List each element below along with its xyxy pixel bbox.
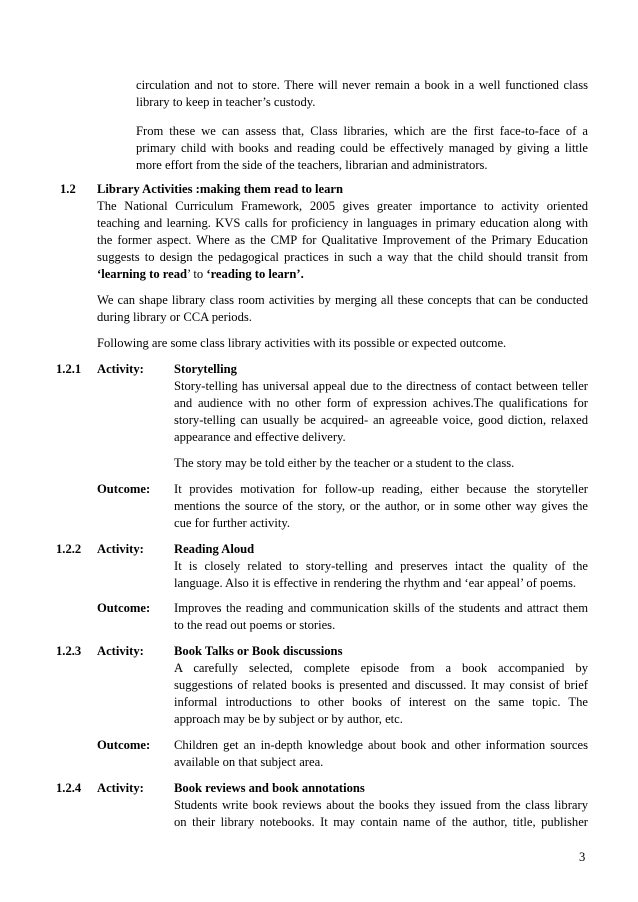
activity-body-line: appearance and effective delivery. (174, 430, 346, 444)
activity-number: 1.2.4 (56, 781, 82, 795)
section-body-line: teaching and learning. KVS calls for proficiency in languages in primary education along with (97, 216, 588, 230)
activity-number: 1.2.3 (56, 644, 82, 658)
activity-number: 1.2.2 (56, 542, 82, 556)
activity-body-line: suggestions of related books is presented and discussed. It may consist of brief (174, 678, 588, 692)
activity-label: Activity: (97, 644, 144, 658)
activity-body-line: language. Also it is effective in rendering the rhythm and ‘ear appeal’ of poems. (174, 576, 577, 590)
section-body-line: Following are some class library activities with its possible or expected outcome. (97, 336, 507, 350)
section-body-line-last (97, 266, 304, 283)
outcome-label: Outcome: (97, 482, 151, 496)
section-body-line: during library or CCA periods. (97, 310, 252, 324)
activity-body-line: A carefully selected, complete episode from a book accompanied by (174, 661, 588, 675)
activity-body-line: on their library notebooks. It may contain name of the author, title, publisher (174, 815, 588, 829)
bold-phrase: ‘learning to read (97, 267, 188, 281)
outcome-label: Outcome: (97, 738, 151, 752)
section-number: 1.2 (60, 182, 76, 196)
activity-title: Book Talks or Book discussions (174, 644, 343, 658)
intro-line: circulation and not to store. There will never remain a book in a well functioned class (136, 78, 588, 92)
activity-body-line: approach may be by subject or by author, etc. (174, 712, 403, 726)
connector-text: ’ to (187, 267, 207, 281)
intro-line: primary child with books and reading could be effectively managed by giving a little (136, 141, 588, 155)
activity-number: 1.2.1 (56, 362, 82, 376)
bold-phrase: ‘reading to learn’. (206, 267, 304, 281)
intro-line: library to keep in teacher’s custody. (136, 95, 316, 109)
outcome-line: It provides motivation for follow-up reading, either because the storyteller (174, 482, 588, 496)
outcome-line: Improves the reading and communication skills of the students and attract them (174, 601, 588, 615)
activity-title: Storytelling (174, 362, 237, 376)
section-body-line: suggests to design the pedagogical practices in such a way that the child should transit from (97, 250, 588, 264)
activity-label: Activity: (97, 362, 144, 376)
activity-body-line: informal introductions to other books of interest on the same topic. The (174, 695, 588, 709)
page-number: 3 (579, 850, 586, 864)
outcome-line: Children get an in-depth knowledge about book and other information sources (174, 738, 588, 752)
outcome-line: cue for further activity. (174, 516, 290, 530)
intro-line: From these we can assess that, Class libraries, which are the first face-to-face of a (136, 124, 588, 138)
section-body-line: We can shape library class room activities by merging all these concepts that can be conducted (97, 293, 588, 307)
intro-line: more effort from the side of the teachers, librarian and administrators. (136, 158, 488, 172)
section-heading: Library Activities :making them read to learn (97, 182, 344, 196)
outcome-line: mentions the source of the story, or the author, or in some other way gives the (174, 499, 588, 513)
activity-body-line: It is closely related to story-telling and preserves intact the quality of the (174, 559, 588, 573)
outcome-line: to the read out poems or stories. (174, 618, 336, 632)
outcome-line: available on that subject area. (174, 755, 324, 769)
activity-body-line: The story may be told either by the teacher or a student to the class. (174, 456, 515, 470)
section-body-line: The National Curriculum Framework, 2005 gives greater importance to activity oriented (97, 199, 588, 213)
outcome-label: Outcome: (97, 601, 151, 615)
activity-body-line: Story-telling has universal appeal due to the directness of contact between teller (174, 379, 588, 393)
activity-title: Book reviews and book annotations (174, 781, 365, 795)
activity-label: Activity: (97, 542, 144, 556)
activity-body-line: Students write book reviews about the books they issued from the class library (174, 798, 588, 812)
activity-label: Activity: (97, 781, 144, 795)
activity-body-line: and audience with no other form of expression achives.The qualifications for (174, 396, 588, 410)
activity-title: Reading Aloud (174, 542, 255, 556)
section-body-line: the former aspect. Where as the CMP for Qualitative Improvement of the Primary Education (97, 233, 588, 247)
activity-body-line: story-telling can usually be acquired- an agreeable voice, good diction, relaxed (174, 413, 588, 427)
